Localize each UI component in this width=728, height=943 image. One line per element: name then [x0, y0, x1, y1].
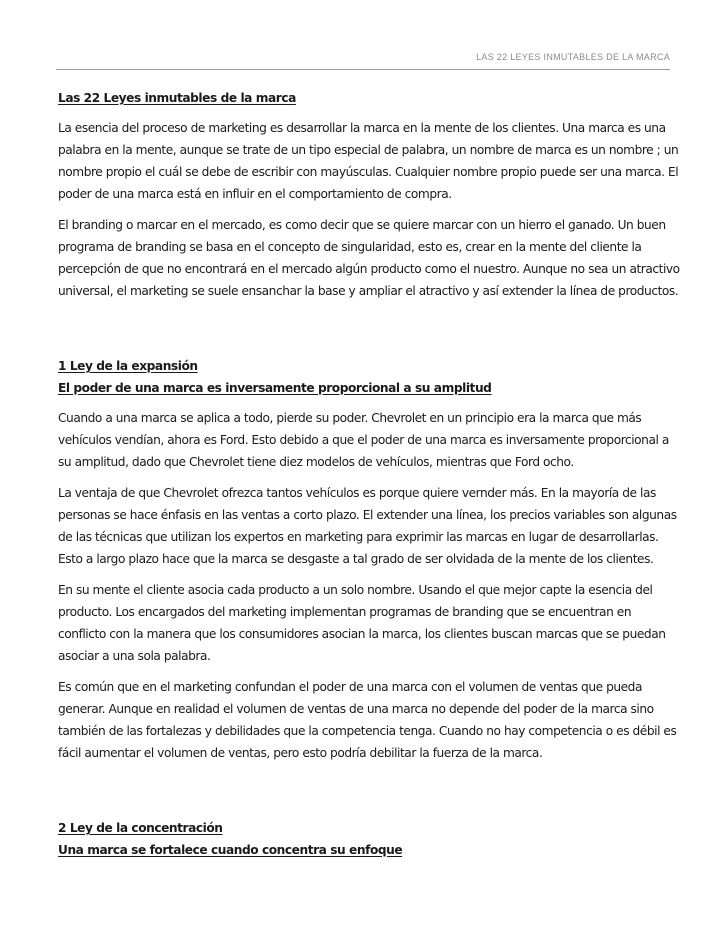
law-2-title: 2 Ley de la concentración [58, 821, 223, 835]
header-divider [56, 69, 670, 70]
section-spacer [58, 311, 682, 355]
law-2-heading [58, 817, 682, 861]
law-1-title: 1 Ley de la expansión [58, 359, 198, 373]
law-1-heading [58, 355, 682, 399]
law-2-subtitle: Una marca se fortalece cuando concentra su enfoque [58, 843, 403, 857]
law-1-paragraph-1: Cuando a una marca se aplica a todo, pierde su poder. Chevrolet en un principio era la marca que más vehículos vendían, ahora es Ford. Esto debido a que el poder de una marca es inversamente proporcional a su amplitud, dado que Chevrolet tiene diez modelos de vehículos, mientras que Ford ocho. [58, 411, 669, 469]
section-spacer [58, 773, 682, 817]
law-1-paragraph-4: Es común que en el marketing confundan el poder de una marca con el volumen de ventas que pueda generar. Aunque en realidad el volumen de ventas de una marca no depende del poder de la marca sino también de las fortalezas y debilidades que la competencia tenga. Cuando no hay competencia o es débil es fácil aumentar el volumen de ventas, pero esto podría debilitar la fuerza de la marca. [58, 680, 677, 760]
running-header: LAS 22 LEYES INMUTABLES DE LA MARCA [476, 52, 670, 62]
law-1-subtitle: El poder de una marca es inversamente proporcional a su amplitud [58, 381, 492, 395]
document-body [58, 87, 682, 869]
intro-paragraph-1: La esencia del proceso de marketing es desarrollar la marca en la mente de los clientes. Una marca es una palabra en la mente, aunque se trate de un tipo especial de palabra, un nombre de marca es un nombre ; un nombre propio el cuál se debe de escribir con mayúsculas. Cualquier nombre propio puede ser una marca. El poder de una marca está en influir en el comportamiento de compra. [58, 121, 679, 201]
intro-paragraph-2: El branding o marcar en el mercado, es como decir que se quiere marcar con un hierro el ganado. Un buen programa de branding se basa en el concepto de singularidad, esto es, crear en la mente del cliente la percepción de que no encontrará en el mercado algún producto como el nuestro. Aunque no sea un atractivo universal, el marketing se suele ensanchar la base y ampliar el atractivo y así extender la línea de productos. [58, 218, 680, 298]
document-title: Las 22 Leyes inmutables de la marca [58, 91, 296, 105]
law-1-paragraph-3: En su mente el cliente asocia cada producto a un solo nombre. Usando el que mejor capte la esencia del producto. Los encargados del marketing implementan programas de branding que se encuentran en conflicto con la manera que los consumidores asocian la marca, los clientes buscan marcas que se puedan asociar a una sola palabra. [58, 583, 666, 663]
law-1-paragraph-2: La ventaja de que Chevrolet ofrezca tantos vehículos es porque quiere vernder más. En la mayoría de las personas se hace énfasis en las ventas a corto plazo. El extender una línea, los precios variables son algunas de las técnicas que utilizan los expertos en marketing para exprimir las marcas en lugar de desarrollarlas. Esto a largo plazo hace que la marca se desgaste a tal grado de ser olvidada de la mente de los clientes. [58, 486, 677, 566]
